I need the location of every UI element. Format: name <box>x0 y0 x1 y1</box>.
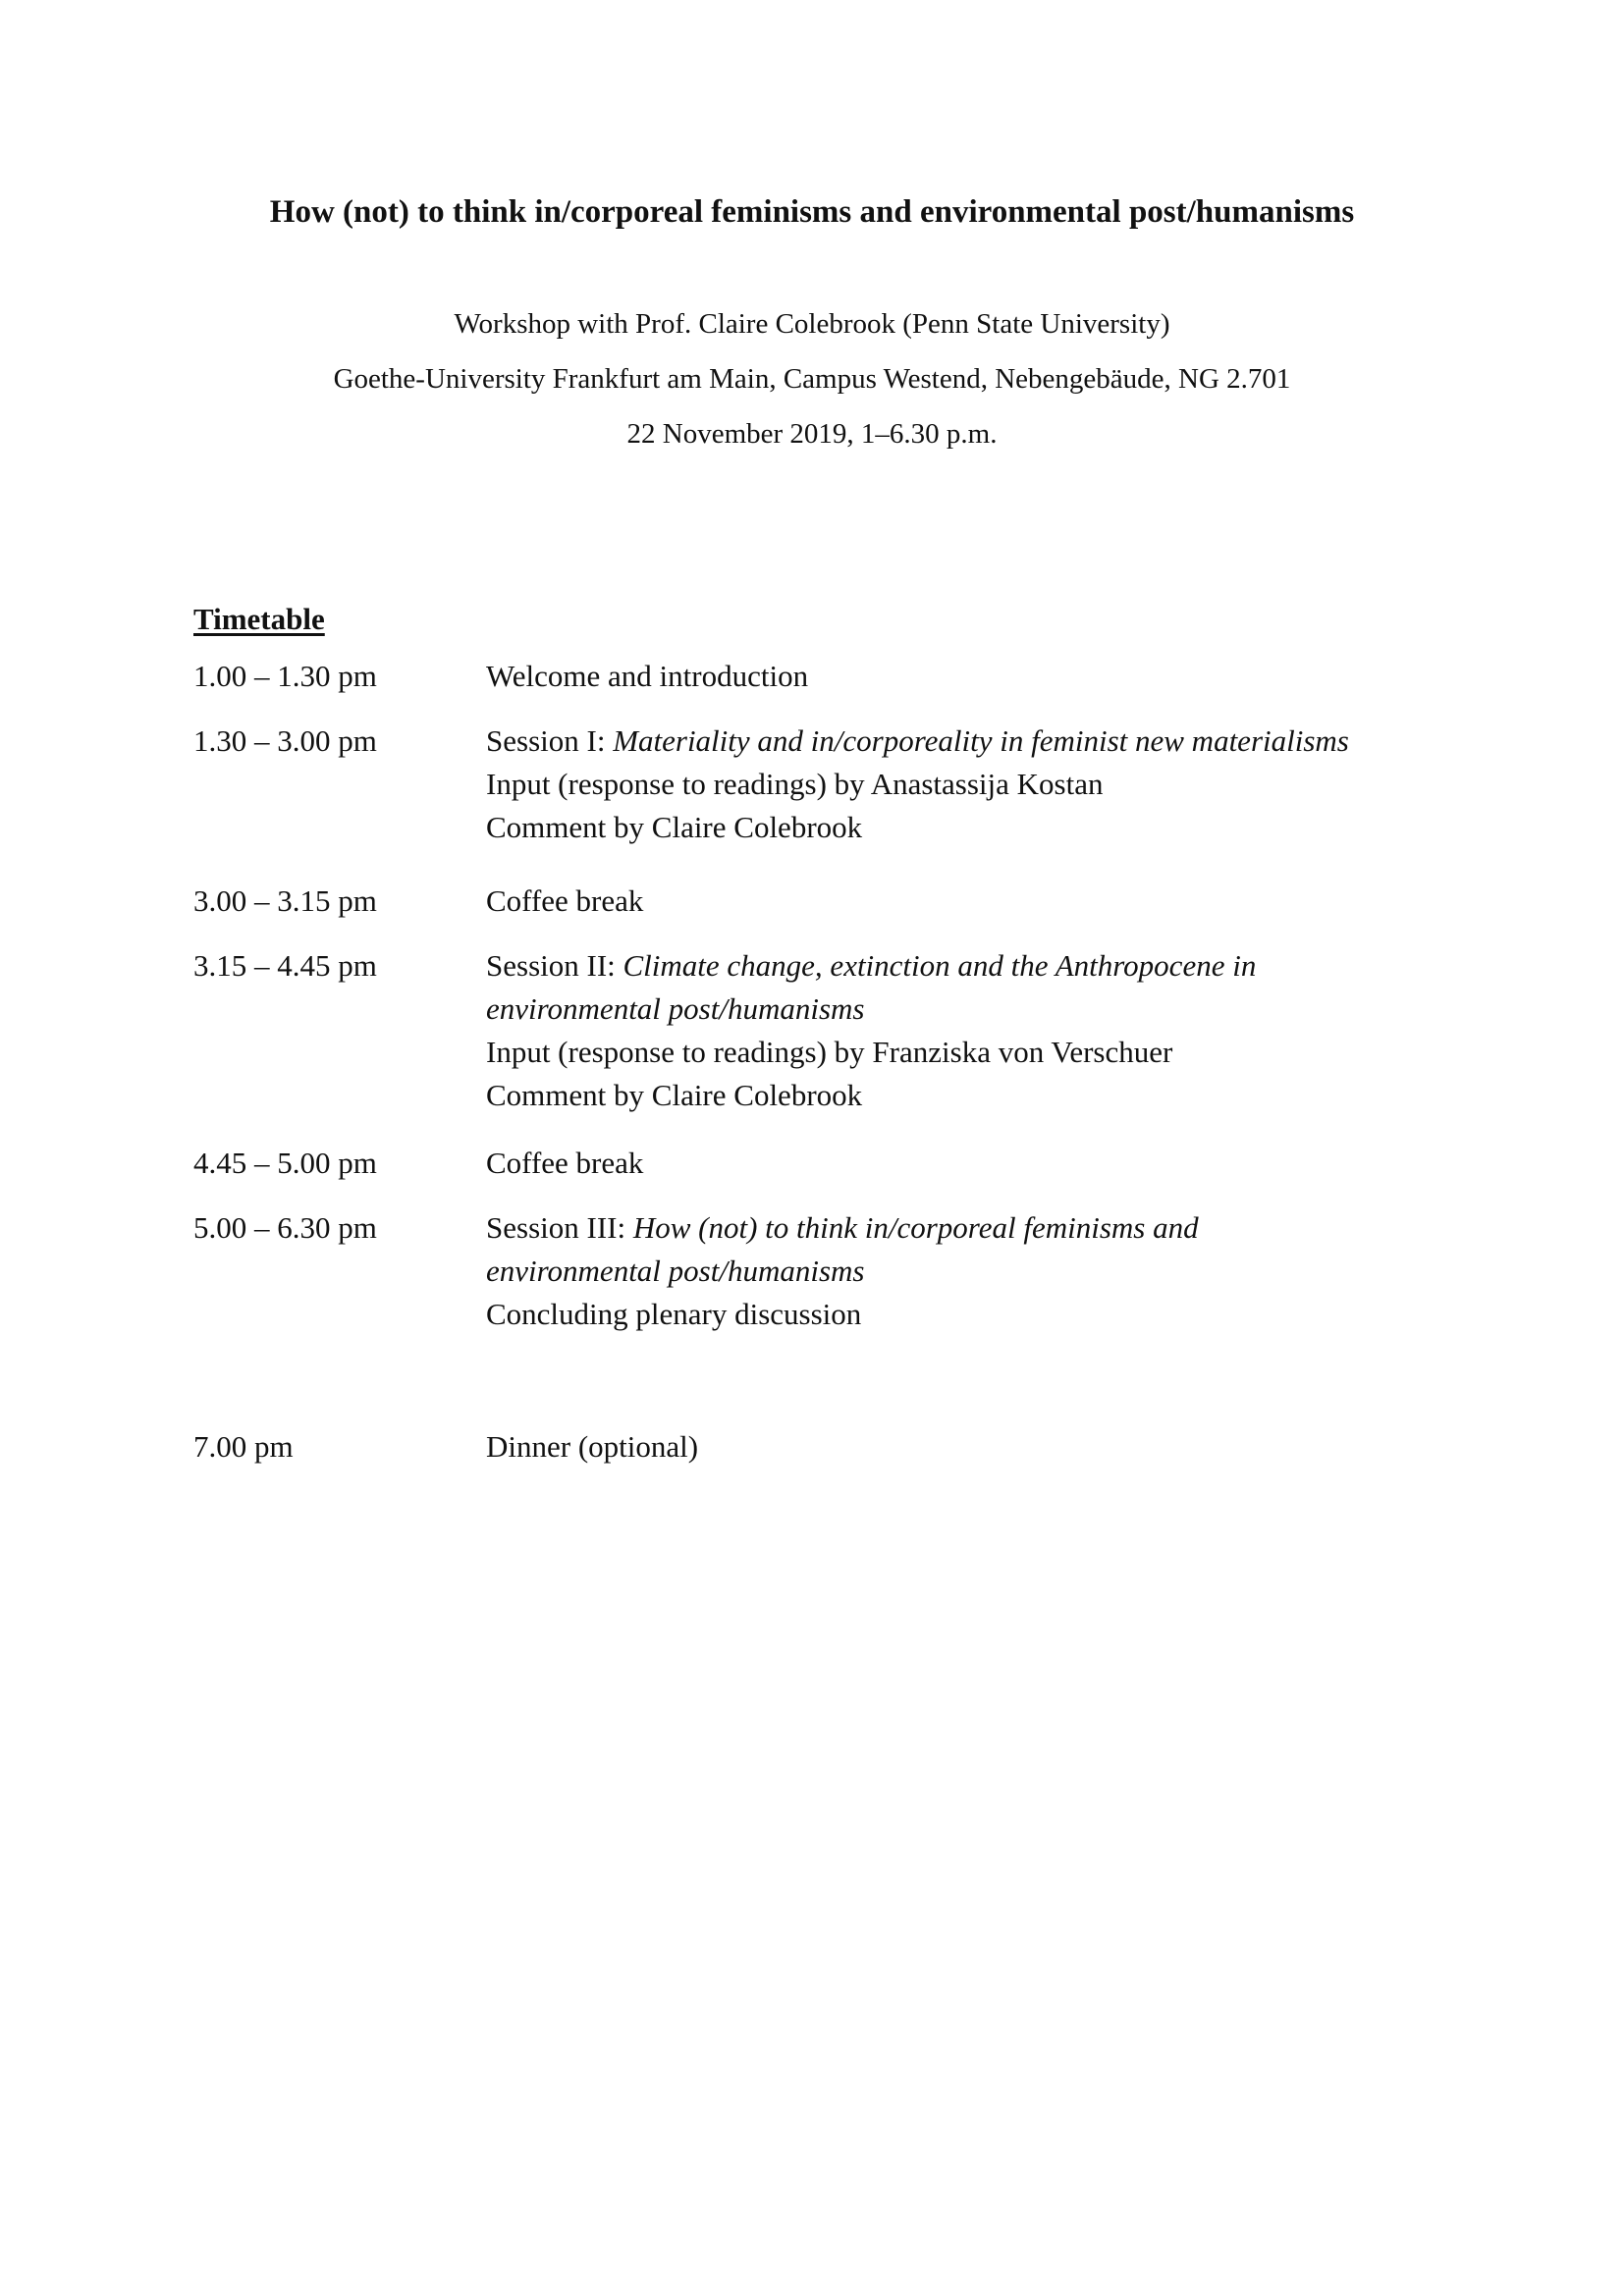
schedule-description <box>486 720 1468 849</box>
schedule-item-title: Dinner (optional) <box>486 1429 699 1464</box>
schedule-description <box>486 944 1468 1117</box>
schedule-description <box>486 1425 1468 1468</box>
schedule-time: 5.00 – 6.30 pm <box>193 1210 377 1245</box>
session-title: Materiality and in/corporeality in feminist new materialisms <box>613 723 1349 758</box>
schedule-item-title: Welcome and introduction <box>486 659 809 693</box>
session-label: Session II: <box>486 948 623 983</box>
schedule-time: 3.15 – 4.45 pm <box>193 948 377 983</box>
schedule-description <box>486 1142 1468 1185</box>
session-title: Climate change, extinction and the Anthropocene in <box>623 948 1257 983</box>
schedule-item-title: Coffee break <box>486 883 644 918</box>
session-input: Input (response to readings) by Franziska von Verschuer <box>486 1035 1173 1069</box>
schedule-time: 1.00 – 1.30 pm <box>193 659 377 693</box>
session-title-continued: environmental post/humanisms <box>486 991 865 1026</box>
session-label: Session III: <box>486 1210 633 1245</box>
schedule-time: 7.00 pm <box>193 1429 294 1464</box>
session-title-continued: environmental post/humanisms <box>486 1254 865 1288</box>
session-comment: Comment by Claire Colebrook <box>486 810 863 844</box>
schedule-item-title: Coffee break <box>486 1146 644 1180</box>
session-comment: Comment by Claire Colebrook <box>486 1078 863 1112</box>
workshop-date-line: 22 November 2019, 1–6.30 p.m. <box>626 418 998 450</box>
document-title: How (not) to think in/corporeal feminisms and environmental post/humanisms <box>269 194 1355 230</box>
session-heading <box>486 1206 1468 1250</box>
workshop-host-line: Workshop with Prof. Claire Colebrook (Penn State University) <box>454 308 1170 340</box>
session-input: Input (response to readings) by Anastassija Kostan <box>486 767 1104 801</box>
workshop-location-line: Goethe-University Frankfurt am Main, Campus Westend, Nebengebäude, NG 2.701 <box>333 363 1291 395</box>
session-heading <box>486 944 1468 988</box>
schedule-time: 3.00 – 3.15 pm <box>193 883 377 918</box>
session-title: How (not) to think in/corporeal feminisms and <box>632 1210 1199 1245</box>
schedule-description <box>486 880 1468 923</box>
schedule-description <box>486 655 1468 698</box>
schedule-time: 4.45 – 5.00 pm <box>193 1146 377 1180</box>
session-heading <box>486 720 1468 763</box>
schedule-description <box>486 1206 1468 1336</box>
timetable-heading: Timetable <box>193 602 325 636</box>
session-closing: Concluding plenary discussion <box>486 1297 862 1331</box>
schedule-time: 1.30 – 3.00 pm <box>193 723 377 758</box>
session-label: Session I: <box>486 723 614 758</box>
